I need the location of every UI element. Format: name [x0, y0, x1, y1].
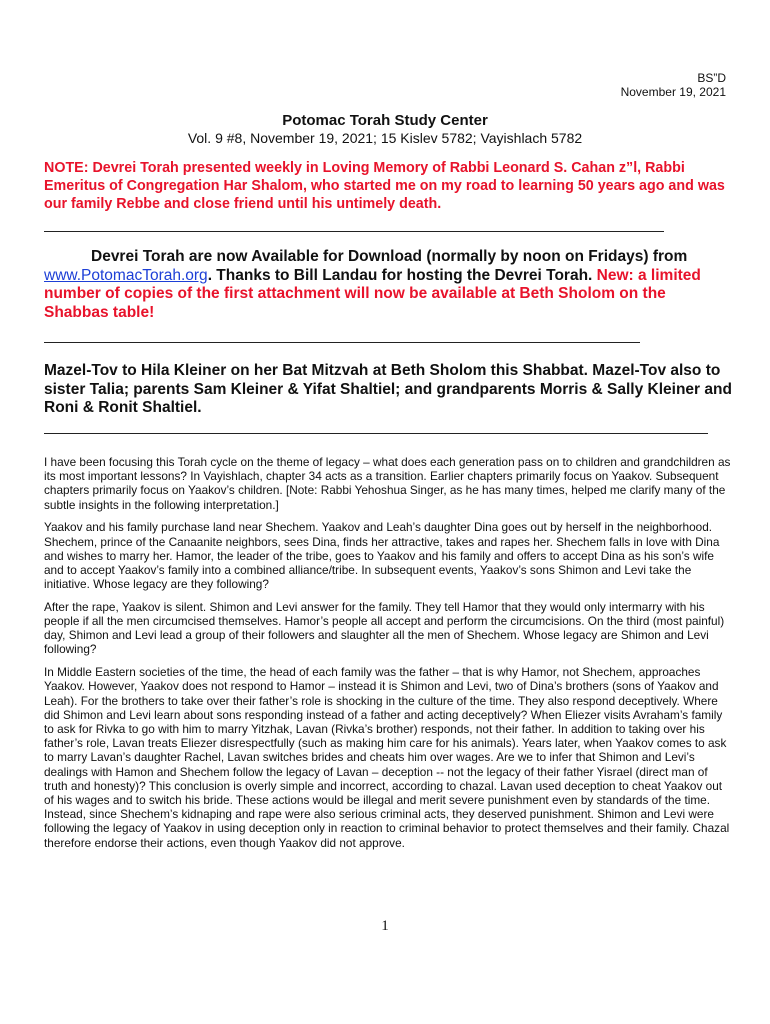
- devrei-text-1: Devrei Torah are now Available for Download (normally by noon on Fridays) from: [91, 248, 688, 265]
- divider-2: [44, 342, 640, 343]
- header-block: [621, 71, 726, 99]
- devrei-announcement: [44, 248, 734, 323]
- document-title: Potomac Torah Study Center: [282, 112, 488, 129]
- divider-1: [44, 231, 664, 232]
- mazel-tov-announcement: Mazel-Tov to Hila Kleiner on her Bat Mitzvah at Beth Sholom this Shabbat. Mazel-Tov also to sister Talia; parents Sam Kleiner & Yifat Shaltiel; and grandparents Morris & Sally Kleiner and Roni & Ronit Shaltiel.: [44, 362, 732, 417]
- body-paragraph: Yaakov and his family purchase land near Shechem. Yaakov and Leah’s daughter Dina goes out by herself in the neighborhood. Shechem, prince of the Canaanite neighbors, sees Dina, finds her attractive, takes and rapes her. Shechem falls in love with Dina and wishes to marry her. Hamor, the leader of the tribe, goes to Yaakov and his family and offers to accept Dina as his son’s wife and to accept Yaakov’s family into a combined alliance/tribe. In subsequent events, Yaakov’s sons Shimon and Levi take the initiative. Whose legacy are they following?: [44, 520, 720, 592]
- bsd-mark: BS”D: [697, 71, 726, 85]
- memorial-note: NOTE: Devrei Torah presented weekly in Loving Memory of Rabbi Leonard S. Cahan z”l, Rabbi Emeritus of Congregation Har Shalom, who started me on my road to learning 50 years ago and was our family Rebbe and close friend until his untimely death.: [44, 160, 725, 212]
- document-subtitle: Vol. 9 #8, November 19, 2021; 15 Kislev 5782; Vayishlach 5782: [187, 130, 583, 146]
- divider-3: [44, 433, 708, 434]
- body-paragraph: I have been focusing this Torah cycle on the theme of legacy – what does each generation pass on to children and grandchildren as its most important lessons? In Vayishlach, chapter 34 acts as a transition. Earlier chapters primarily focus on Yaakov. Subsequent chapters primarily focus on Yaakov’s children. [Note: Rabbi Yehoshua Singer, as he has many times, helped me clarify many of the subtle insights in the following interpretation.]: [44, 455, 731, 512]
- body-paragraph: After the rape, Yaakov is silent. Shimon and Levi answer for the family. They tell Hamor that they would only intermarry with his people if all the men circumcised themselves. Hamor’s people all accept and perform the circumcisions. On the third (most painful) day, Shimon and Levi lead a group of their followers and slaughter all the men of Shechem. Whose legacy are Shimon and Levi following?: [44, 599, 725, 657]
- devrei-new-notice: New: a limited number of copies of the first attachment will now be available at Beth Sholom on the Shabbas table!: [44, 266, 701, 322]
- body-paragraph: In Middle Eastern societies of the time, the head of each family was the father – that is why Hamor, not Shechem, approaches Yaakov. However, Yaakov does not respond to Hamor – instead it is Shimon and Levi, two of Dina’s brothers (sons of Yaakov and Leah). For the brothers to take over their father’s role is shocking in the culture of the time. They also respond deceptively. Where did Shimon and Levi learn about sons responding instead of a father and acting deceptively? When Eliezer visits Avraham’s family to ask for Rivka to go with him to marry Yitzhak, Lavan (Rivka’s brother) responds, not their father. In addition to taking over his father’s role, Lavan treats Eliezer disrespectfully (such as making him care for his animals). Years later, when Yaakov comes to ask to marry Lavan’s daughter Rachel, Lavan switches brides and cheats him over wages. Are we to infer that Shimon and Levi’s dealings with Hamon and Shechem follow the legacy of Lavan – deception -- not the legacy of their father Yisrael (direct man of truth and honesty)? This conclusion is overly simple and incorrect, according to chazal. Lavan used deception to cheat Yaakov out of his wages and to switch his bride. These actions would be illegal and merit severe punishment even by standards of the time. Instead, since Shechem’s kidnaping and rape were also serious criminal acts, they deserved punishment. Shimon and Levi were following the legacy of Yaakov in using deception only in reaction to criminal behavior to protect themselves and their family. Chazal therefore endorse their actions, even though Yaakov did not approve.: [44, 665, 730, 850]
- article-body: [44, 455, 734, 858]
- devrei-text-2: . Thanks to Bill Landau for hosting the Devrei Torah.: [207, 266, 597, 284]
- page-number: 1: [381, 918, 389, 934]
- potomac-torah-link[interactable]: www.PotomacTorah.org: [44, 266, 208, 284]
- header-date: November 19, 2021: [620, 85, 726, 99]
